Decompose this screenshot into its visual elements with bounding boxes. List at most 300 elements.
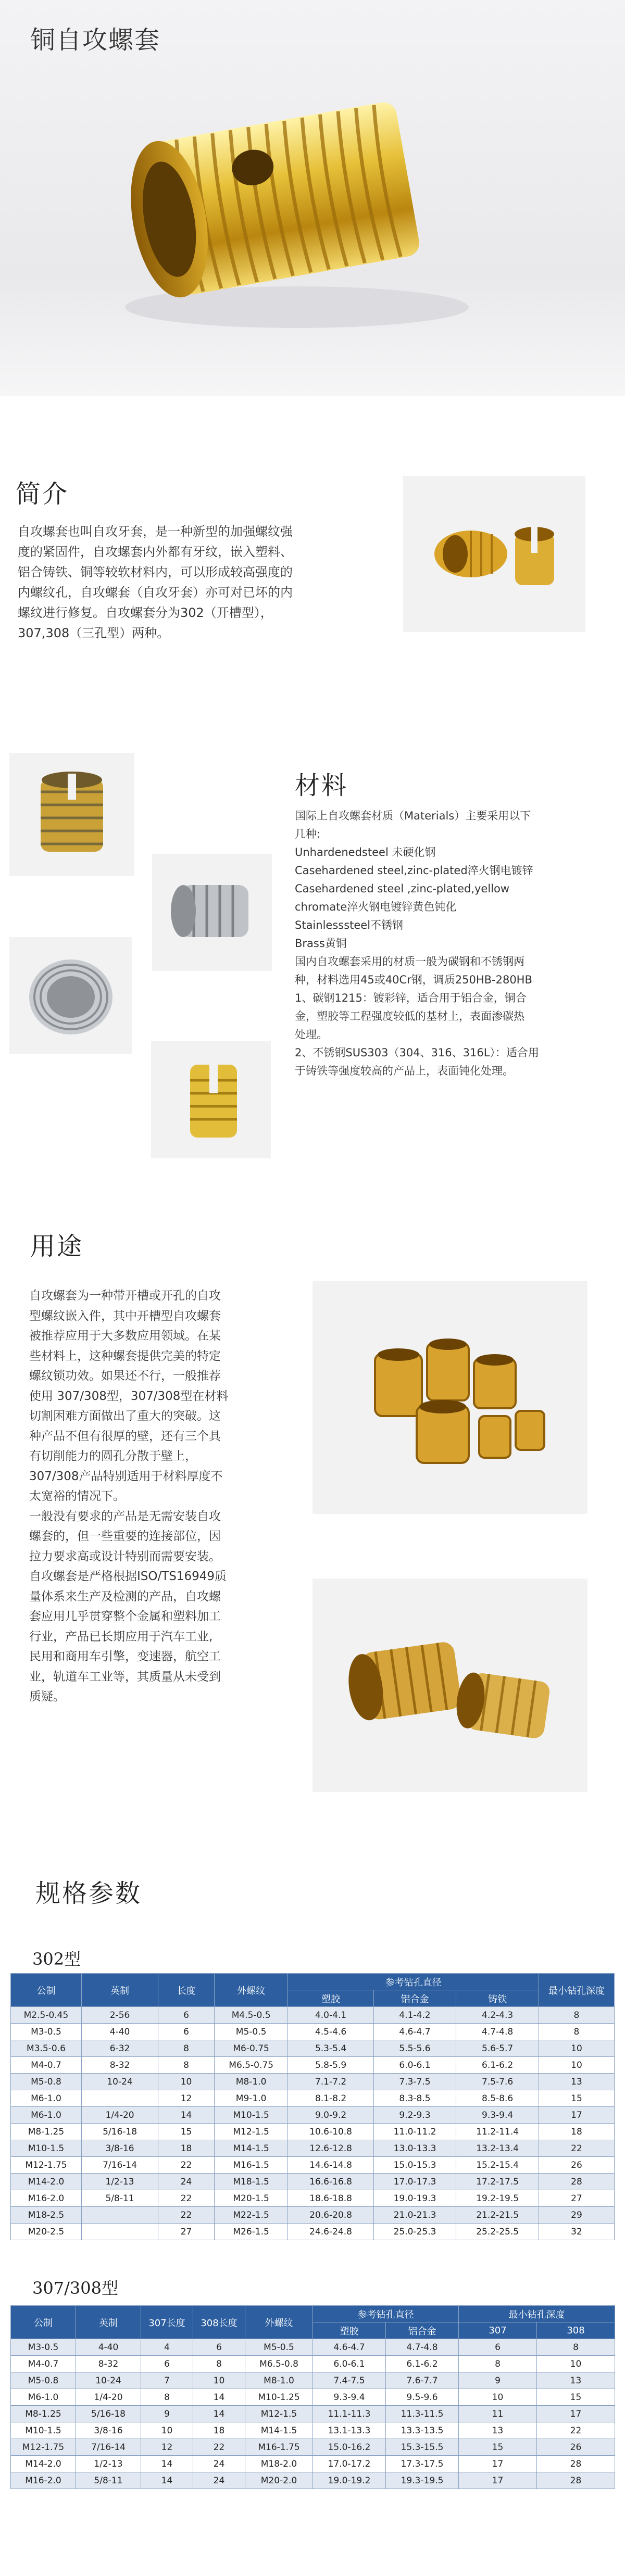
usage-line: 套应用几乎贯穿整个金属和塑料加工: [29, 1610, 221, 1623]
table-cell: M5-0.5: [245, 2339, 313, 2356]
usage-line: 自攻螺套为一种带开槽或开孔的自攻: [29, 1289, 221, 1303]
material-text: [295, 807, 612, 1080]
table-cell: 7/16-14: [81, 2157, 158, 2174]
intro-product-photo: [403, 476, 585, 632]
table-cell: 6-32: [81, 2040, 158, 2057]
table-cell: 15: [539, 2090, 614, 2107]
table-cell: M5-0.5: [214, 2024, 288, 2040]
table-cell: 19.0-19.3: [373, 2190, 456, 2207]
table-cell: M16-1.5: [214, 2157, 288, 2174]
material-photo-zinc-yellow: [9, 753, 134, 876]
col-aluminum: 铝合金: [386, 2322, 459, 2339]
table-cell: M20-1.5: [214, 2190, 288, 2207]
col-min-drill-depth-group: 最小钻孔深度: [459, 2306, 615, 2322]
table-cell: 1/2-13: [81, 2174, 158, 2190]
col-drill-diameter-group: 参考钻孔直径: [288, 1974, 539, 1990]
table-cell: M5-0.8: [11, 2074, 82, 2090]
usage-title: 用途: [30, 1232, 84, 1261]
hero-banner: [0, 0, 625, 396]
usage-line: 一般没有要求的产品是无需安装自攻: [29, 1509, 221, 1523]
col-metric: 公制: [11, 1974, 82, 2007]
table-row: [11, 2389, 615, 2406]
specs-title: 规格参数: [35, 1879, 142, 1908]
table-cell: 22: [158, 2157, 215, 2174]
table-cell: 5.6-5.7: [456, 2040, 539, 2057]
table-cell: 28: [537, 2456, 615, 2472]
table-cell: M6-1.0: [11, 2389, 76, 2406]
table-cell: 15: [459, 2439, 537, 2456]
usage-photo-assorted-inserts: [312, 1281, 588, 1514]
table-row: [11, 2207, 615, 2224]
table-row: [11, 2339, 615, 2356]
spec-table-307-308: [10, 2305, 615, 2489]
table-cell: 15: [537, 2389, 615, 2406]
table-cell: M4-0.7: [11, 2356, 76, 2372]
table-cell: [81, 2207, 158, 2224]
table-cell: 15.0-15.3: [373, 2157, 456, 2174]
table-cell: M14-1.5: [245, 2422, 313, 2439]
table-cell: M4-0.7: [11, 2057, 82, 2074]
material-line: 1、碳钢1215：镀彩锌，适合用于铝合金，铜合: [295, 992, 527, 1004]
table-cell: M2.5-0.45: [11, 2007, 82, 2024]
spec-302-label: 302型: [32, 1949, 81, 1969]
table-cell: M18-2.0: [245, 2456, 313, 2472]
col-min-drill-depth: 最小钻孔深度: [539, 1974, 614, 2007]
brass-insert-hero-image: [94, 62, 490, 354]
material-line: 种，材料选用45或40Cr钢，调质250HB-280HB: [295, 974, 532, 986]
spec-302-body: [11, 2007, 615, 2240]
table-row: [11, 2456, 615, 2472]
table-row: [11, 2190, 615, 2207]
table-cell: 24: [193, 2472, 245, 2489]
table-cell: M20-2.0: [245, 2472, 313, 2489]
table-cell: 10-24: [76, 2372, 141, 2389]
table-cell: M22-1.5: [214, 2207, 288, 2224]
table-cell: 10: [539, 2057, 614, 2074]
col-308-length: 308长度: [193, 2306, 245, 2339]
table-cell: 16.6-16.8: [288, 2174, 373, 2190]
table-cell: 15.0-16.2: [313, 2439, 386, 2456]
table-cell: 27: [158, 2224, 215, 2240]
table-cell: 5/8-11: [76, 2472, 141, 2489]
table-cell: 9: [141, 2406, 193, 2422]
table-cell: 4.1-4.2: [373, 2007, 456, 2024]
table-cell: 6: [158, 2007, 215, 2024]
col-depth-308: 308: [537, 2322, 615, 2339]
table-cell: 8: [539, 2007, 614, 2024]
table-cell: 8: [459, 2356, 537, 2372]
table-cell: 11.3-11.5: [386, 2406, 459, 2422]
table-cell: 1/4-20: [81, 2107, 158, 2124]
table-cell: 14.6-14.8: [288, 2157, 373, 2174]
table-cell: 9: [459, 2372, 537, 2389]
table-row: [11, 2090, 615, 2107]
table-cell: 18: [158, 2140, 215, 2157]
material-line: Casehardened steel ,zinc-plated,yellow: [295, 882, 510, 895]
table-cell: 13.3-13.5: [386, 2422, 459, 2439]
table-cell: 22: [537, 2422, 615, 2439]
table-cell: [81, 2224, 158, 2240]
usage-line: 些材料上，这种螺套提供完美的特定: [29, 1349, 221, 1363]
table-cell: 21.2-21.5: [456, 2207, 539, 2224]
table-cell: 5.5-5.6: [373, 2040, 456, 2057]
table-row: [11, 2372, 615, 2389]
table-cell: 3/8-16: [76, 2422, 141, 2439]
material-line: 国际上自攻螺套材质（Materials）主要采用以下: [295, 810, 531, 822]
table-cell: 15.2-15.4: [456, 2157, 539, 2174]
col-imperial: 英制: [76, 2306, 141, 2339]
table-cell: 26: [537, 2439, 615, 2456]
table-cell: 6.1-6.2: [456, 2057, 539, 2074]
table-cell: 10-24: [81, 2074, 158, 2090]
table-cell: 10: [158, 2074, 215, 2090]
table-cell: 4.5-4.6: [288, 2024, 373, 2040]
material-photo-stainless: [152, 854, 272, 971]
col-length: 长度: [158, 1974, 215, 2007]
col-external-thread: 外螺纹: [214, 1974, 288, 2007]
intro-line: 螺纹进行修复。自攻螺套分为302（开槽型），: [18, 605, 273, 620]
usage-line: 型螺纹嵌入件，其中开槽型自攻螺套: [29, 1309, 221, 1323]
table-cell: M20-2.5: [11, 2224, 82, 2240]
intro-text: [18, 522, 382, 643]
material-line: 国内自攻螺套采用的材质一般为碳钢和不锈钢两: [295, 955, 524, 968]
material-line: Brass黄铜: [295, 937, 347, 950]
spec-table-302: [10, 1973, 615, 2240]
table-cell: 10: [537, 2356, 615, 2372]
table-cell: M6.5-0.8: [245, 2356, 313, 2372]
table-cell: M10-1.5: [214, 2107, 288, 2124]
table-cell: 15.3-15.5: [386, 2439, 459, 2456]
table-cell: M8-1.25: [11, 2406, 76, 2422]
usage-line: 307/308产品特别适用于材料厚度不: [29, 1469, 223, 1483]
table-cell: M12-1.75: [11, 2439, 76, 2456]
table-cell: M3.5-0.6: [11, 2040, 82, 2057]
usage-line: 种产品不但有很厚的壁，还有三个具: [29, 1429, 221, 1443]
table-cell: M16-2.0: [11, 2472, 76, 2489]
table-cell: 10: [459, 2389, 537, 2406]
table-cell: 13: [537, 2372, 615, 2389]
table-cell: 24: [193, 2456, 245, 2472]
table-cell: 22: [158, 2190, 215, 2207]
table-cell: 6.1-6.2: [386, 2356, 459, 2372]
table-cell: M3-0.5: [11, 2024, 82, 2040]
table-cell: 13: [459, 2422, 537, 2439]
table-cell: 17: [459, 2456, 537, 2472]
table-cell: 4.6-4.7: [313, 2339, 386, 2356]
usage-line: 拉力要求高或设计特别而需要安装。: [29, 1549, 221, 1563]
table-row: [11, 2074, 615, 2090]
table-cell: M8-1.25: [11, 2124, 82, 2140]
table-cell: 1/2-13: [76, 2456, 141, 2472]
table-row: [11, 2439, 615, 2456]
table-cell: 17.0-17.3: [373, 2174, 456, 2190]
table-cell: 14: [193, 2389, 245, 2406]
usage-line: 使用 307/308型，307/308型在材料: [29, 1389, 229, 1403]
table-cell: 13.2-13.4: [456, 2140, 539, 2157]
table-cell: M6.5-0.75: [214, 2057, 288, 2074]
table-cell: 19.2-19.5: [456, 2190, 539, 2207]
usage-line: 有切削能力的圆孔分散于壁上，: [29, 1449, 197, 1463]
material-line: 于铸铁等强度较高的产品上，表面钝化处理。: [295, 1065, 514, 1077]
table-cell: 18.6-18.8: [288, 2190, 373, 2207]
table-cell: 4-40: [81, 2024, 158, 2040]
table-cell: [81, 2090, 158, 2107]
material-line: 金，塑胶等工程强度较低的基材上，表面渗碳热: [295, 1010, 524, 1022]
table-cell: 8: [193, 2356, 245, 2372]
table-cell: M16-2.0: [11, 2190, 82, 2207]
table-cell: M14-2.0: [11, 2174, 82, 2190]
table-cell: 13.0-13.3: [373, 2140, 456, 2157]
table-cell: 4.7-4.8: [456, 2024, 539, 2040]
table-cell: 6: [193, 2339, 245, 2356]
col-depth-307: 307: [459, 2322, 537, 2339]
table-cell: 14: [141, 2472, 193, 2489]
table-cell: 17.2-17.5: [456, 2174, 539, 2190]
col-aluminum: 铝合金: [373, 1990, 456, 2007]
material-photo-brass: [151, 1041, 271, 1158]
usage-line: 太宽裕的情况下。: [29, 1489, 125, 1503]
table-cell: 11.0-11.2: [373, 2124, 456, 2140]
table-row: [11, 2224, 615, 2240]
material-line: chromate淬火钢电镀锌黄色钝化: [295, 901, 457, 913]
table-cell: 4: [141, 2339, 193, 2356]
table-cell: 28: [537, 2472, 615, 2489]
table-cell: 32: [539, 2224, 614, 2240]
usage-line: 螺套的，但一些重要的连接部位，因: [29, 1530, 221, 1543]
table-cell: M6-1.0: [11, 2090, 82, 2107]
table-cell: 29: [539, 2207, 614, 2224]
table-cell: M16-1.75: [245, 2439, 313, 2456]
table-cell: M3-0.5: [11, 2339, 76, 2356]
table-cell: 19.3-19.5: [386, 2472, 459, 2489]
usage-line: 质疑。: [29, 1690, 65, 1703]
table-cell: 14: [141, 2456, 193, 2472]
usage-line: 切割困难方面做出了重大的突破。这: [29, 1409, 221, 1423]
col-imperial: 英制: [81, 1974, 158, 2007]
table-cell: 22: [193, 2439, 245, 2456]
table-row: [11, 2040, 615, 2057]
table-cell: 22: [539, 2140, 614, 2157]
table-cell: 17: [539, 2107, 614, 2124]
table-cell: 20.6-20.8: [288, 2207, 373, 2224]
table-row: [11, 2422, 615, 2439]
table-cell: 28: [539, 2174, 614, 2190]
table-row: [11, 2107, 615, 2124]
table-cell: 10.6-10.8: [288, 2124, 373, 2140]
table-cell: 13.1-13.3: [313, 2422, 386, 2439]
table-cell: 25.2-25.5: [456, 2224, 539, 2240]
table-cell: 8-32: [81, 2057, 158, 2074]
table-cell: 13: [539, 2074, 614, 2090]
table-cell: 26: [539, 2157, 614, 2174]
material-line: 几种:: [295, 828, 321, 840]
table-cell: 9.5-9.6: [386, 2389, 459, 2406]
col-plastic: 塑胶: [313, 2322, 386, 2339]
table-cell: 9.3-9.4: [313, 2389, 386, 2406]
table-cell: M18-1.5: [214, 2174, 288, 2190]
table-cell: 24.6-24.8: [288, 2224, 373, 2240]
table-cell: M9-1.0: [214, 2090, 288, 2107]
table-cell: 7.3-7.5: [373, 2074, 456, 2090]
table-cell: 8.5-8.6: [456, 2090, 539, 2107]
intro-line: 内螺纹孔，自攻螺套（自攻牙套）亦可对已坏的内: [18, 585, 293, 600]
table-cell: 8: [539, 2024, 614, 2040]
col-307-length: 307长度: [141, 2306, 193, 2339]
table-cell: 18: [539, 2124, 614, 2140]
table-cell: 5/16-18: [76, 2406, 141, 2422]
table-cell: M4.5-0.5: [214, 2007, 288, 2024]
table-cell: 11: [459, 2406, 537, 2422]
table-cell: 18: [193, 2422, 245, 2439]
col-external-thread: 外螺纹: [245, 2306, 313, 2339]
table-cell: M12-1.5: [245, 2406, 313, 2422]
table-cell: 9.2-9.3: [373, 2107, 456, 2124]
table-cell: 6: [158, 2024, 215, 2040]
table-cell: M10-1.5: [11, 2140, 82, 2157]
table-cell: 5.3-5.4: [288, 2040, 373, 2057]
table-cell: M12-1.75: [11, 2157, 82, 2174]
table-cell: 21.0-21.3: [373, 2207, 456, 2224]
table-row: [11, 2356, 615, 2372]
table-cell: 10: [141, 2422, 193, 2439]
table-cell: M26-1.5: [214, 2224, 288, 2240]
table-cell: 8: [158, 2040, 215, 2057]
table-cell: 7.1-7.2: [288, 2074, 373, 2090]
table-cell: 8-32: [76, 2356, 141, 2372]
table-cell: 10: [539, 2040, 614, 2057]
col-cast-iron: 铸铁: [456, 1990, 539, 2007]
usage-line: 被推荐应用于大多数应用领域。在某: [29, 1329, 221, 1343]
usage-text: [29, 1286, 321, 1707]
table-cell: 7: [141, 2372, 193, 2389]
table-cell: 17.3-17.5: [386, 2456, 459, 2472]
intro-line: 自攻螺套也叫自攻牙套，是一种新型的加强螺纹强: [18, 524, 293, 539]
table-cell: 5/8-11: [81, 2190, 158, 2207]
table-cell: 6.0-6.1: [373, 2057, 456, 2074]
table-row: [11, 2140, 615, 2157]
table-cell: 12.6-12.8: [288, 2140, 373, 2157]
usage-line: 自攻螺套是严格根据ISO/TS16949质: [29, 1570, 227, 1583]
intro-line: 307,308（三孔型）两种。: [18, 626, 170, 640]
spec-307-body: [11, 2339, 615, 2489]
col-plastic: 塑胶: [288, 1990, 373, 2007]
table-cell: 3/8-16: [81, 2140, 158, 2157]
material-line: Stainlesssteel不锈钢: [295, 919, 404, 931]
table-cell: 6: [459, 2339, 537, 2356]
table-cell: 5.8-5.9: [288, 2057, 373, 2074]
table-cell: 9.0-9.2: [288, 2107, 373, 2124]
table-cell: 22: [158, 2207, 215, 2224]
table-row: [11, 2157, 615, 2174]
material-line: Unhardenedsteel 未硬化钢: [295, 846, 436, 858]
table-cell: 8.3-8.5: [373, 2090, 456, 2107]
material-line: 处理。: [295, 1028, 328, 1041]
table-cell: 15: [158, 2124, 215, 2140]
material-line: 2、不锈钢SUS303（304、316、316L）：适合用: [295, 1046, 539, 1059]
table-cell: 8: [141, 2389, 193, 2406]
usage-line: 业，轨道车工业等，其质量从未受到: [29, 1670, 221, 1684]
table-cell: 7/16-14: [76, 2439, 141, 2456]
table-cell: 7.6-7.7: [386, 2372, 459, 2389]
material-title: 材料: [295, 771, 348, 800]
intro-line: 铝合铸铁、铜等较软材料内，可以形成较高强度的: [18, 565, 293, 579]
table-cell: 4.2-4.3: [456, 2007, 539, 2024]
table-cell: M8-1.0: [245, 2372, 313, 2389]
table-cell: 1/4-20: [76, 2389, 141, 2406]
table-cell: M10-1.5: [11, 2422, 76, 2439]
table-cell: 11.1-11.3: [313, 2406, 386, 2422]
table-row: [11, 2057, 615, 2074]
table-cell: M5-0.8: [11, 2372, 76, 2389]
table-cell: 2-56: [81, 2007, 158, 2024]
spec-307-label: 307/308型: [32, 2278, 118, 2298]
table-cell: 4.0-4.1: [288, 2007, 373, 2024]
material-line: Casehardened steel,zinc-plated淬火钢电镀锌: [295, 864, 533, 877]
table-cell: M6-1.0: [11, 2107, 82, 2124]
material-photo-steel-coil: [9, 937, 132, 1054]
table-cell: 9.3-9.4: [456, 2107, 539, 2124]
table-cell: 6.0-6.1: [313, 2356, 386, 2372]
table-cell: 24: [158, 2174, 215, 2190]
usage-line: 量体系来生产及检测的产品，自攻螺: [29, 1589, 221, 1603]
col-drill-diameter-group: 参考钻孔直径: [313, 2306, 459, 2322]
table-cell: 4-40: [76, 2339, 141, 2356]
table-row: [11, 2472, 615, 2489]
table-row: [11, 2007, 615, 2024]
table-cell: M6-0.75: [214, 2040, 288, 2057]
usage-line: 行业，产品已长期应用于汽车工业,: [29, 1630, 213, 1644]
table-cell: 27: [539, 2190, 614, 2207]
table-cell: 17: [459, 2472, 537, 2489]
table-cell: 12: [158, 2090, 215, 2107]
table-cell: M12-1.5: [214, 2124, 288, 2140]
table-cell: 14: [193, 2406, 245, 2422]
usage-line: 民用和商用车引擎，变速器，航空工: [29, 1650, 221, 1663]
table-row: [11, 2174, 615, 2190]
usage-photo-two-inserts: [312, 1579, 588, 1792]
table-cell: 12: [141, 2439, 193, 2456]
table-row: [11, 2406, 615, 2422]
table-cell: 25.0-25.3: [373, 2224, 456, 2240]
table-cell: 17: [537, 2406, 615, 2422]
table-cell: 4.6-4.7: [373, 2024, 456, 2040]
table-row: [11, 2124, 615, 2140]
table-cell: 7.5-7.6: [456, 2074, 539, 2090]
table-cell: 8: [158, 2057, 215, 2074]
intro-title: 简介: [16, 479, 69, 509]
table-cell: 8: [537, 2339, 615, 2356]
table-cell: 19.0-19.2: [313, 2472, 386, 2489]
table-cell: 10: [193, 2372, 245, 2389]
table-cell: 7.4-7.5: [313, 2372, 386, 2389]
table-cell: 6: [141, 2356, 193, 2372]
table-cell: M14-2.0: [11, 2456, 76, 2472]
table-cell: M14-1.5: [214, 2140, 288, 2157]
table-cell: 8.1-8.2: [288, 2090, 373, 2107]
table-cell: 4.7-4.8: [386, 2339, 459, 2356]
table-cell: M10-1.25: [245, 2389, 313, 2406]
hero-title: 铜自攻螺套: [30, 26, 161, 55]
col-metric: 公制: [11, 2306, 76, 2339]
table-cell: 5/16-18: [81, 2124, 158, 2140]
table-cell: 14: [158, 2107, 215, 2124]
table-cell: 11.2-11.4: [456, 2124, 539, 2140]
table-cell: 17.0-17.2: [313, 2456, 386, 2472]
table-cell: M8-1.0: [214, 2074, 288, 2090]
table-row: [11, 2024, 615, 2040]
usage-line: 螺纹锁功效。如果还不行，一般推荐: [29, 1369, 221, 1383]
intro-line: 度的紧固件，自攻螺套内外都有牙纹，嵌入塑料、: [18, 545, 293, 559]
